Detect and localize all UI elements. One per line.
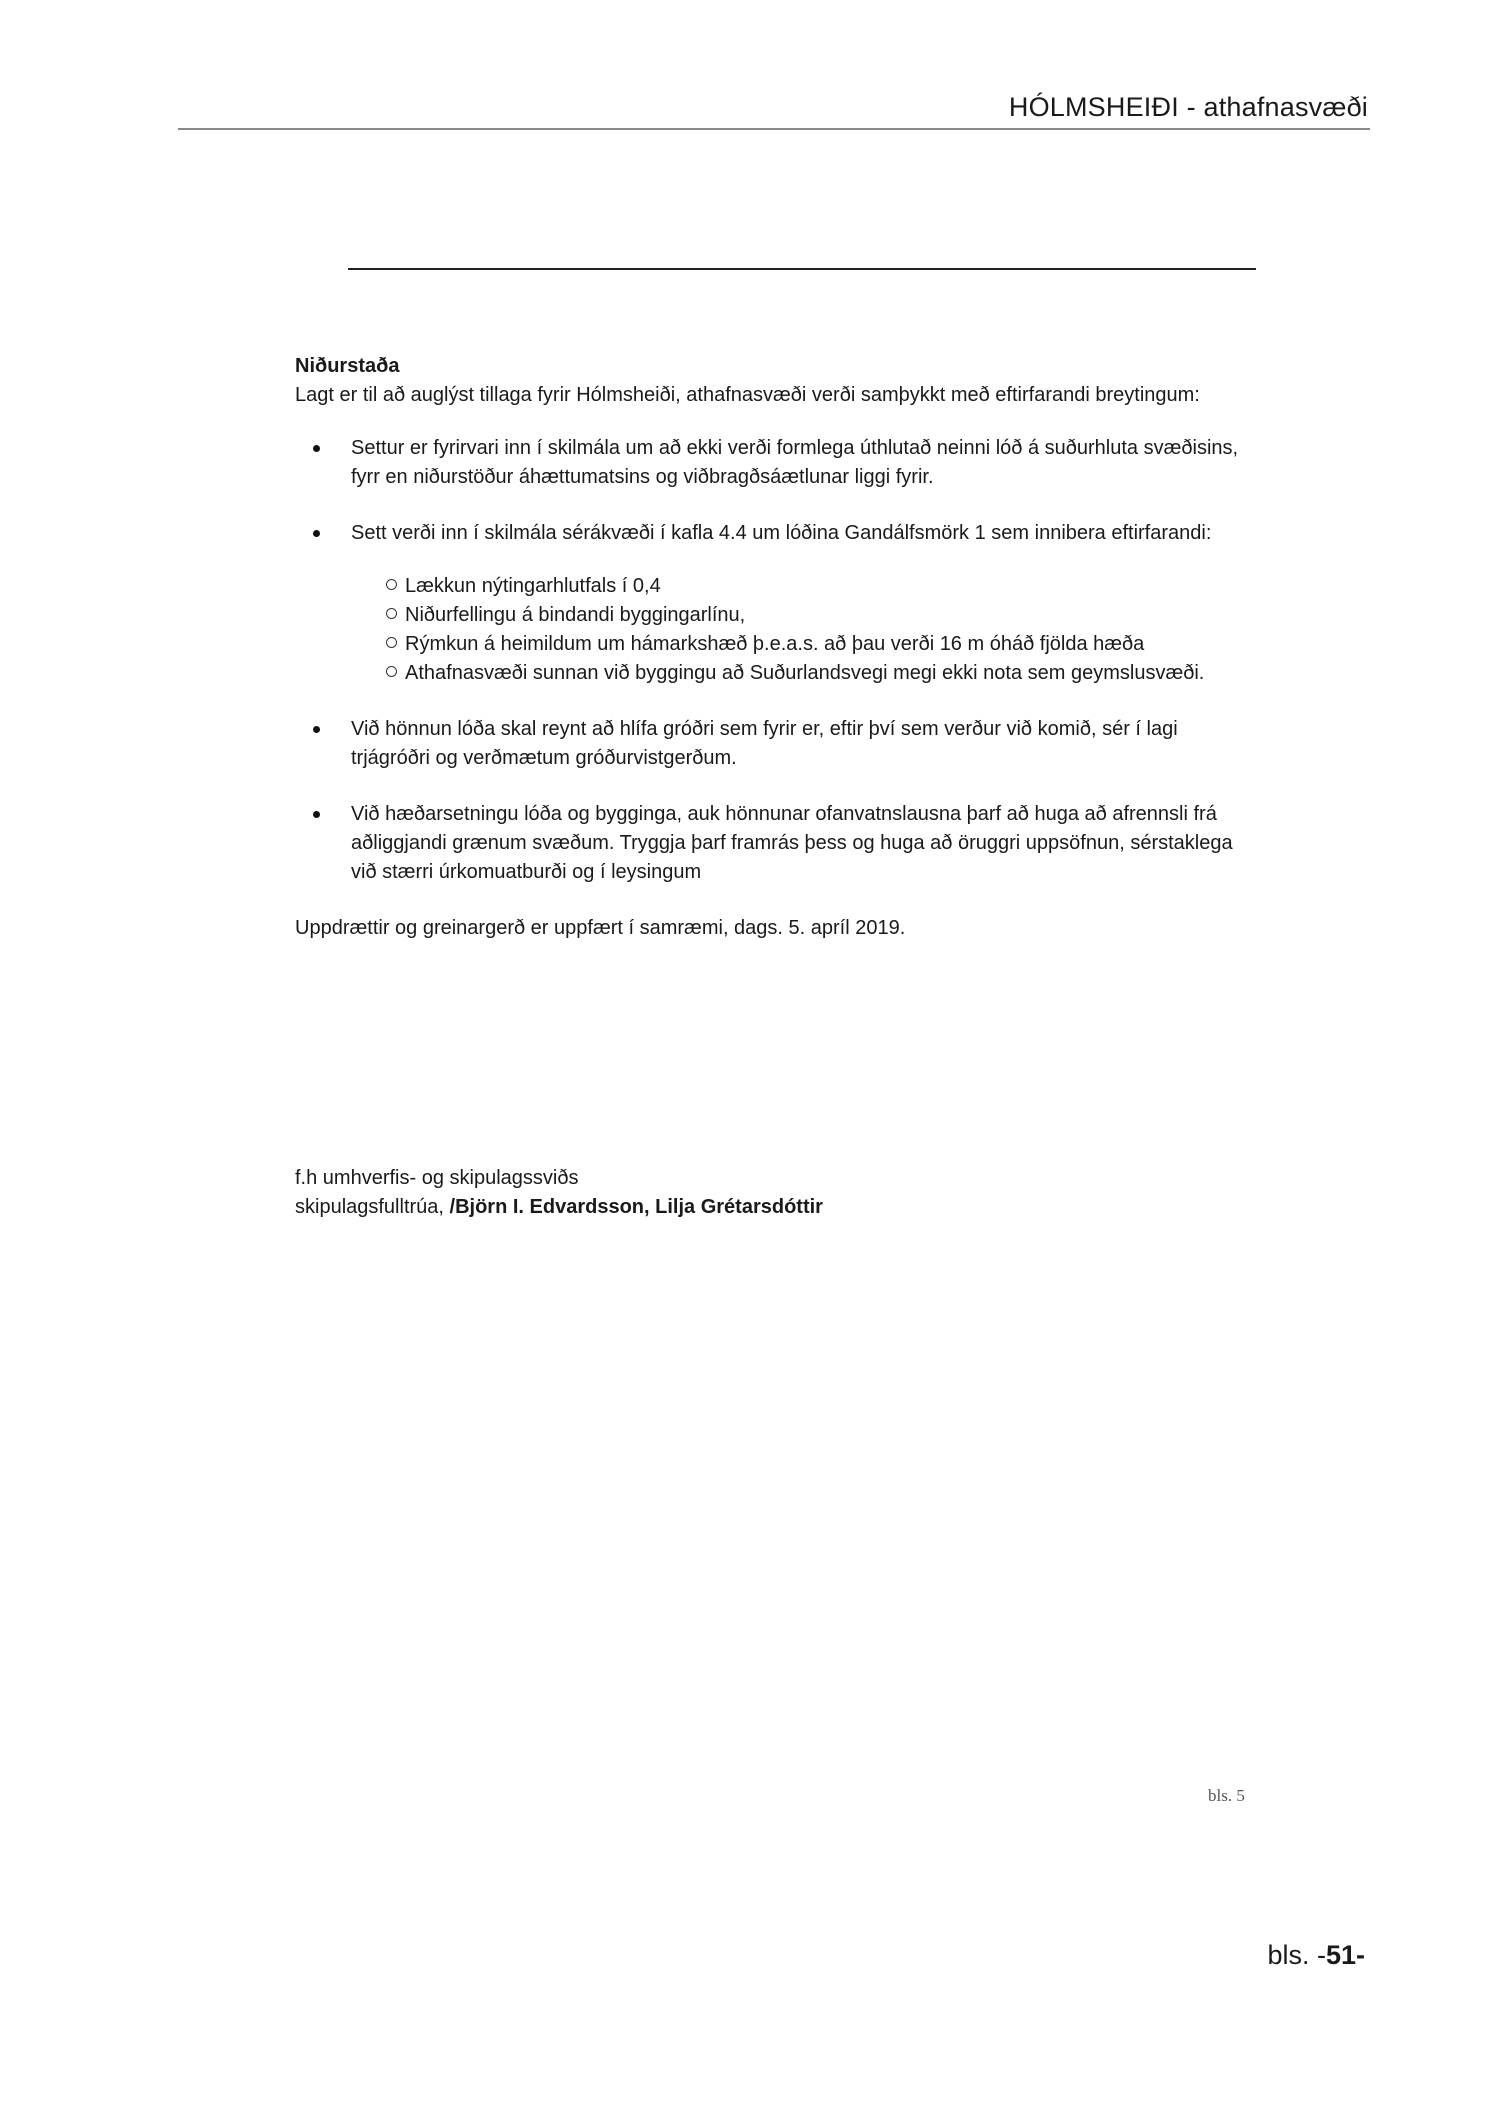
- sub-list-item: [295, 572, 1255, 601]
- circle-bullet-icon: [386, 579, 397, 590]
- signature-names: /Björn I. Edvardsson, Lilja Grétarsdóttir: [449, 1196, 823, 1218]
- closing-paragraph: Uppdrættir og greinargerð er uppfært í samræmi, dags. 5. apríl 2019.: [295, 917, 906, 939]
- document-body: [295, 352, 1255, 943]
- bullet-item: [295, 519, 1255, 548]
- bullet-icon: [313, 445, 320, 452]
- circle-bullet-icon: [386, 608, 397, 619]
- sub-list-item: [295, 630, 1255, 659]
- bullet-icon: [313, 811, 320, 818]
- sub-list-item: [295, 601, 1255, 630]
- circle-bullet-icon: [386, 666, 397, 677]
- section-heading: Niðurstaða: [295, 355, 400, 377]
- sub-item-text: Rýmkun á heimildum um hámarkshæð þ.e.a.s. að þau verði 16 m óháð fjölda hæða: [405, 633, 1145, 655]
- bullet-text: Settur er fyrirvari inn í skilmála um að ekki verði formlega úthlutað neinni lóð á suðurhluta svæðisins, fyrr en niðurstöður áhættumatsins og viðbragðsáætlunar liggi fyrir.: [351, 437, 1239, 488]
- bullet-item: [295, 434, 1255, 492]
- sub-item-text: Athafnasvæði sunnan við byggingu að Suðurlandsvegi megi ekki nota sem geymslusvæði.: [405, 662, 1205, 684]
- bullet-item: [295, 715, 1255, 773]
- inner-page-number: bls. 5: [1208, 1786, 1245, 1805]
- page-number: 51: [1325, 1940, 1356, 1970]
- document-top-rule: [348, 268, 1256, 270]
- intro-paragraph: Lagt er til að auglýst tillaga fyrir Hólmsheiði, athafnasvæði verði samþykkt með eftirfarandi breytingum:: [295, 384, 1200, 406]
- signature-role: skipulagsfulltrúa,: [295, 1196, 450, 1218]
- sub-item-text: Niðurfellingu á bindandi byggingarlínu,: [405, 604, 746, 626]
- page-number-prefix: bls. -: [1267, 1940, 1326, 1970]
- bullet-text: Við hæðarsetningu lóða og bygginga, auk hönnunar ofanvatnslausna þarf að huga að afrennsli frá aðliggjandi grænum svæðum. Tryggja þarf framrás þess og huga að öruggri uppsöfnun, sérstaklega við stærri úrkomuatburði og í leysingum: [351, 803, 1233, 883]
- bullet-item: [295, 800, 1255, 887]
- running-header-title: HÓLMSHEIÐI - athafnasvæði: [1008, 92, 1368, 122]
- header-divider: [178, 128, 1370, 130]
- sub-list: [295, 572, 1255, 688]
- page-number-footer: [1267, 1940, 1365, 1971]
- signature-department: f.h umhverfis- og skipulagssviðs: [295, 1167, 579, 1189]
- page-number-suffix: -: [1356, 1940, 1365, 1970]
- bullet-list: [295, 434, 1255, 548]
- bullet-text: Við hönnun lóða skal reynt að hlífa gróðri sem fyrir er, eftir því sem verður við komið, sér í lagi trjágróðri og verðmætum gróðurvistgerðum.: [351, 718, 1178, 769]
- signature-block: [295, 1164, 823, 1222]
- signature-line: [295, 1193, 823, 1222]
- sub-list-item: [295, 659, 1255, 688]
- bullet-icon: [313, 726, 320, 733]
- bullet-icon: [313, 530, 320, 537]
- circle-bullet-icon: [386, 637, 397, 648]
- sub-item-text: Lækkun nýtingarhlutfals í 0,4: [405, 575, 661, 597]
- bullet-list-continued: [295, 715, 1255, 887]
- bullet-text: Sett verði inn í skilmála sérákvæði í kafla 4.4 um lóðina Gandálfsmörk 1 sem innibera eftirfarandi:: [351, 522, 1212, 544]
